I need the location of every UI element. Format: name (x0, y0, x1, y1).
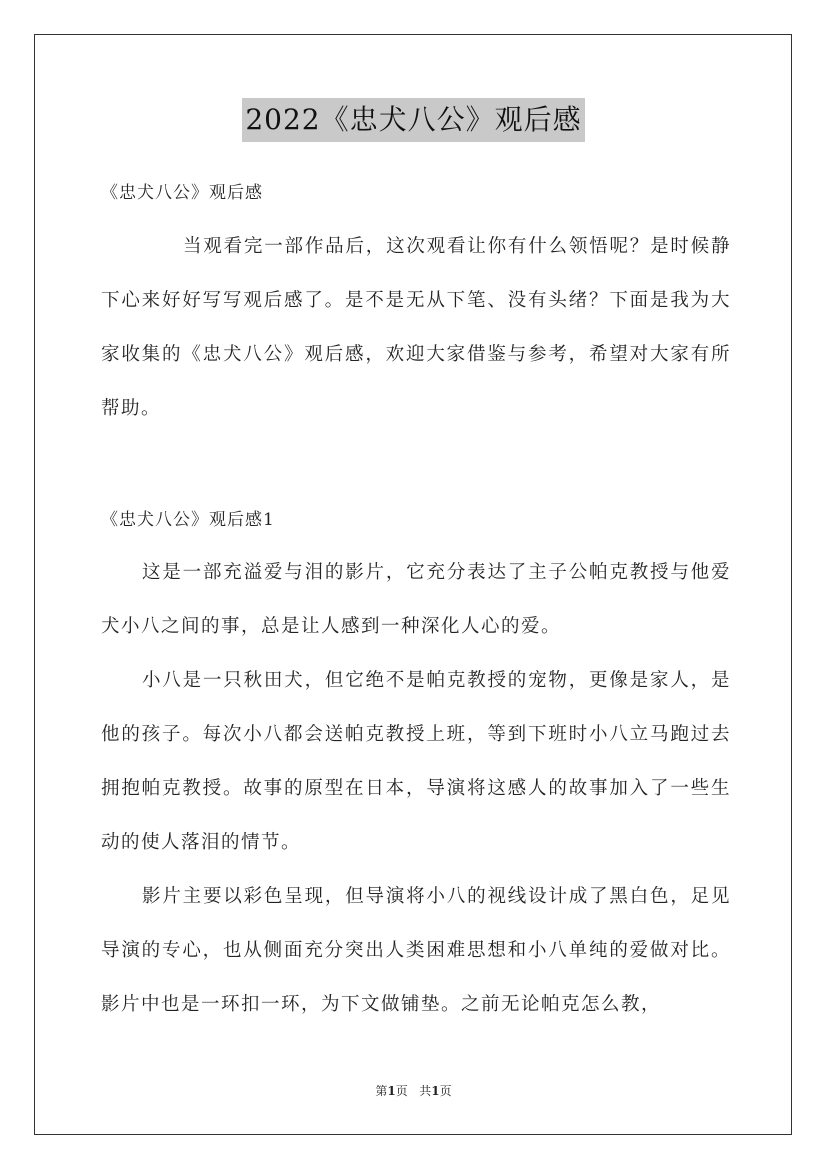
body-paragraph: 小八是一只秋田犬，但它绝不是帕克教授的宠物，更像是家人，是他的孩子。每次小八都会送帕克教授上班，等到下班时小八立马跑过去拥抱帕克教授。故事的原型在日本，导演将这感人的故事加入了一些生动的使人落泪的情节。 (101, 670, 731, 853)
body-paragraph: 这是一部充溢爱与泪的影片，它充分表达了主子公帕克教授与他爱犬小八之间的事，总是让人感到一种深化人心的爱。 (101, 562, 731, 637)
body-paragraph: 影片主要以彩色呈现，但导演将小八的视线设计成了黑白色，足见导演的专心，也从侧面充分突出人类困难思想和小八单纯的爱做对比。影片中也是一环扣一环，为下文做铺垫。之前无论帕克怎么教， (101, 886, 731, 1015)
footer-total-unit: 页 (439, 1084, 452, 1098)
page-footer (0, 1082, 827, 1099)
intro-paragraph: 当观看完一部作品后，这次观看让你有什么领悟呢？是时候静下心来好好写写观后感了。是不是无从下笔、没有头绪？下面是我为大家收集的《忠犬八公》观后感，欢迎大家借鉴与参考，希望对大家有所帮助。 (101, 236, 731, 419)
footer-page-number: 1 (387, 1084, 396, 1098)
document-title: 2022《忠犬八公》观后感 (242, 98, 584, 142)
document-subtitle: 《忠犬八公》观后感 (101, 183, 263, 203)
title-container (0, 98, 827, 142)
footer-page-label: 第 (375, 1084, 388, 1098)
section-heading-1: 《忠犬八公》观后感1 (101, 510, 275, 530)
footer-page-unit: 页 (395, 1084, 408, 1098)
footer-total-number: 1 (431, 1084, 440, 1098)
footer-total-label: 共 (419, 1084, 432, 1098)
